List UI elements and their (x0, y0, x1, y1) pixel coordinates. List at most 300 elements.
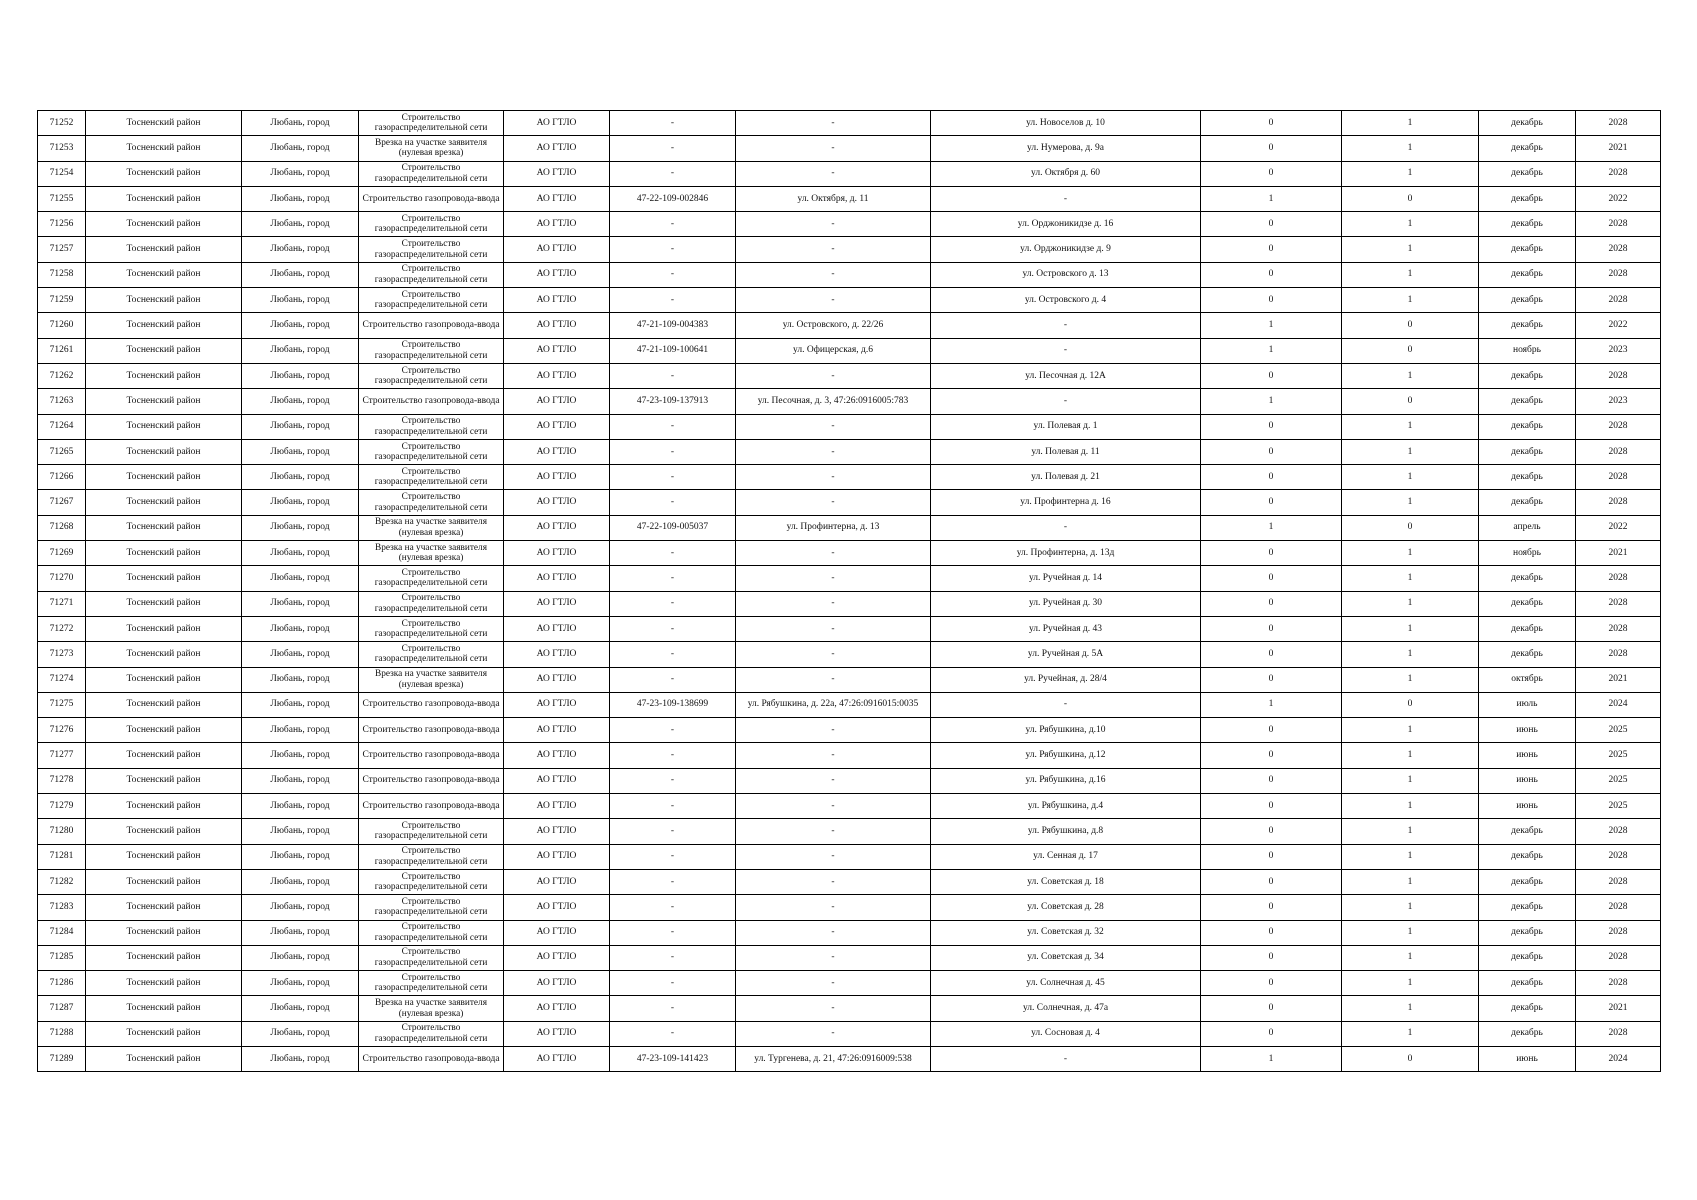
cell-district: Тосненский район (86, 313, 242, 338)
cell-work-type: Строительство газопровода-ввода (359, 692, 504, 717)
cell-object-address: - (931, 313, 1201, 338)
cell-month: июль (1479, 692, 1576, 717)
cell-month: декабрь (1479, 642, 1576, 667)
cell-request-address: - (736, 541, 931, 566)
cell-count-b: 0 (1342, 186, 1479, 211)
table-row (38, 1046, 1661, 1071)
cell-object-address: ул. Ручейная д. 5А (931, 642, 1201, 667)
cell-request-address: - (736, 920, 931, 945)
cell-count-b: 0 (1342, 692, 1479, 717)
cell-object-address: ул. Орджоникидзе д. 9 (931, 237, 1201, 262)
cell-count-a: 1 (1201, 692, 1342, 717)
cell-district: Тосненский район (86, 212, 242, 237)
cell-district: Тосненский район (86, 692, 242, 717)
cell-year: 2028 (1576, 1021, 1661, 1046)
cell-count-b: 1 (1342, 288, 1479, 313)
cell-district: Тосненский район (86, 996, 242, 1021)
cell-count-b: 0 (1342, 313, 1479, 338)
cell-id: 71262 (38, 363, 86, 388)
cell-settlement: Любань, город (242, 414, 359, 439)
cell-settlement: Любань, город (242, 1021, 359, 1046)
table-row (38, 136, 1661, 161)
table-row (38, 288, 1661, 313)
cell-object-address: ул. Ручейная д. 30 (931, 591, 1201, 616)
cell-settlement: Любань, город (242, 869, 359, 894)
cell-year: 2025 (1576, 768, 1661, 793)
cell-month: декабрь (1479, 895, 1576, 920)
cell-id: 71284 (38, 920, 86, 945)
cell-request-number: - (610, 288, 736, 313)
cell-count-b: 0 (1342, 389, 1479, 414)
cell-count-b: 1 (1342, 363, 1479, 388)
cell-request-number: - (610, 996, 736, 1021)
cell-month: декабрь (1479, 616, 1576, 641)
cell-month: апрель (1479, 515, 1576, 540)
cell-settlement: Любань, город (242, 541, 359, 566)
cell-year: 2025 (1576, 718, 1661, 743)
cell-work-type: Строительство газораспределительной сети (359, 465, 504, 490)
cell-id: 71272 (38, 616, 86, 641)
cell-count-a: 0 (1201, 161, 1342, 186)
cell-count-a: 0 (1201, 945, 1342, 970)
table-row (38, 439, 1661, 464)
cell-id: 71270 (38, 566, 86, 591)
cell-request-address: ул. Островского, д. 22/26 (736, 313, 931, 338)
cell-id: 71254 (38, 161, 86, 186)
cell-month: декабрь (1479, 389, 1576, 414)
cell-object-address: ул. Рябушкина, д.12 (931, 743, 1201, 768)
cell-count-b: 0 (1342, 338, 1479, 363)
cell-settlement: Любань, город (242, 819, 359, 844)
cell-year: 2023 (1576, 338, 1661, 363)
cell-year: 2028 (1576, 616, 1661, 641)
cell-work-type: Строительство газопровода-ввода (359, 313, 504, 338)
cell-count-b: 1 (1342, 439, 1479, 464)
cell-year: 2028 (1576, 439, 1661, 464)
cell-request-address: - (736, 743, 931, 768)
cell-request-number: - (610, 844, 736, 869)
table-row (38, 718, 1661, 743)
cell-work-type: Строительство газопровода-ввода (359, 794, 504, 819)
cell-year: 2025 (1576, 743, 1661, 768)
cell-object-address: ул. Рябушкина, д.10 (931, 718, 1201, 743)
cell-request-number: - (610, 465, 736, 490)
cell-organization: АО ГТЛО (504, 262, 610, 287)
cell-count-a: 0 (1201, 262, 1342, 287)
cell-id: 71281 (38, 844, 86, 869)
cell-year: 2028 (1576, 161, 1661, 186)
table-row (38, 895, 1661, 920)
table-row (38, 1021, 1661, 1046)
table-row (38, 237, 1661, 262)
cell-year: 2028 (1576, 819, 1661, 844)
table-row (38, 566, 1661, 591)
cell-district: Тосненский район (86, 389, 242, 414)
cell-district: Тосненский район (86, 591, 242, 616)
cell-request-address: ул. Песочная, д. 3, 47:26:0916005:783 (736, 389, 931, 414)
cell-count-a: 0 (1201, 616, 1342, 641)
cell-id: 71275 (38, 692, 86, 717)
cell-month: декабрь (1479, 819, 1576, 844)
cell-work-type: Строительство газораспределительной сети (359, 439, 504, 464)
cell-year: 2028 (1576, 591, 1661, 616)
cell-organization: АО ГТЛО (504, 591, 610, 616)
table-row (38, 667, 1661, 692)
cell-year: 2028 (1576, 288, 1661, 313)
cell-settlement: Любань, город (242, 945, 359, 970)
cell-count-b: 1 (1342, 566, 1479, 591)
cell-count-b: 1 (1342, 869, 1479, 894)
cell-organization: АО ГТЛО (504, 389, 610, 414)
cell-work-type: Строительство газораспределительной сети (359, 971, 504, 996)
cell-settlement: Любань, город (242, 465, 359, 490)
cell-month: июнь (1479, 794, 1576, 819)
cell-month: декабрь (1479, 237, 1576, 262)
cell-object-address: ул. Островского д. 13 (931, 262, 1201, 287)
cell-district: Тосненский район (86, 945, 242, 970)
cell-count-b: 1 (1342, 111, 1479, 136)
cell-district: Тосненский район (86, 794, 242, 819)
cell-count-a: 0 (1201, 743, 1342, 768)
cell-district: Тосненский район (86, 768, 242, 793)
cell-request-number: - (610, 718, 736, 743)
cell-settlement: Любань, город (242, 996, 359, 1021)
cell-settlement: Любань, город (242, 111, 359, 136)
cell-district: Тосненский район (86, 718, 242, 743)
cell-year: 2028 (1576, 895, 1661, 920)
cell-settlement: Любань, город (242, 338, 359, 363)
cell-month: декабрь (1479, 996, 1576, 1021)
cell-work-type: Строительство газопровода-ввода (359, 768, 504, 793)
cell-request-address: - (736, 718, 931, 743)
cell-district: Тосненский район (86, 541, 242, 566)
cell-month: декабрь (1479, 591, 1576, 616)
cell-request-address: - (736, 414, 931, 439)
cell-object-address: - (931, 389, 1201, 414)
cell-organization: АО ГТЛО (504, 465, 610, 490)
cell-count-b: 1 (1342, 743, 1479, 768)
cell-month: декабрь (1479, 439, 1576, 464)
cell-count-a: 0 (1201, 718, 1342, 743)
cell-count-b: 1 (1342, 920, 1479, 945)
cell-count-b: 1 (1342, 667, 1479, 692)
cell-object-address: ул. Профинтерна д. 16 (931, 490, 1201, 515)
cell-id: 71274 (38, 667, 86, 692)
cell-count-a: 0 (1201, 414, 1342, 439)
cell-id: 71288 (38, 1021, 86, 1046)
cell-request-number: - (610, 768, 736, 793)
cell-count-a: 1 (1201, 338, 1342, 363)
cell-count-b: 1 (1342, 844, 1479, 869)
cell-district: Тосненский район (86, 971, 242, 996)
cell-request-address: - (736, 566, 931, 591)
cell-district: Тосненский район (86, 515, 242, 540)
cell-request-address: - (736, 971, 931, 996)
cell-district: Тосненский район (86, 869, 242, 894)
cell-settlement: Любань, город (242, 515, 359, 540)
cell-settlement: Любань, город (242, 768, 359, 793)
cell-work-type: Строительство газораспределительной сети (359, 566, 504, 591)
cell-request-address: - (736, 869, 931, 894)
cell-id: 71256 (38, 212, 86, 237)
cell-organization: АО ГТЛО (504, 819, 610, 844)
cell-count-a: 0 (1201, 920, 1342, 945)
table-row (38, 819, 1661, 844)
cell-request-address: ул. Тургенева, д. 21, 47:26:0916009:538 (736, 1046, 931, 1071)
cell-month: декабрь (1479, 945, 1576, 970)
cell-month: декабрь (1479, 869, 1576, 894)
cell-work-type: Строительство газораспределительной сети (359, 363, 504, 388)
cell-organization: АО ГТЛО (504, 363, 610, 388)
cell-count-a: 0 (1201, 996, 1342, 1021)
cell-count-a: 0 (1201, 768, 1342, 793)
cell-district: Тосненский район (86, 819, 242, 844)
cell-count-a: 0 (1201, 363, 1342, 388)
cell-year: 2028 (1576, 920, 1661, 945)
table-row (38, 743, 1661, 768)
cell-district: Тосненский район (86, 237, 242, 262)
cell-district: Тосненский район (86, 642, 242, 667)
cell-year: 2021 (1576, 996, 1661, 1021)
cell-organization: АО ГТЛО (504, 338, 610, 363)
cell-organization: АО ГТЛО (504, 895, 610, 920)
table-row (38, 541, 1661, 566)
cell-id: 71269 (38, 541, 86, 566)
cell-settlement: Любань, город (242, 971, 359, 996)
cell-district: Тосненский район (86, 920, 242, 945)
cell-count-b: 1 (1342, 212, 1479, 237)
cell-count-a: 0 (1201, 794, 1342, 819)
cell-work-type: Строительство газораспределительной сети (359, 262, 504, 287)
cell-settlement: Любань, город (242, 1046, 359, 1071)
cell-organization: АО ГТЛО (504, 515, 610, 540)
cell-request-number: - (610, 794, 736, 819)
cell-count-a: 0 (1201, 591, 1342, 616)
cell-organization: АО ГТЛО (504, 136, 610, 161)
cell-month: декабрь (1479, 262, 1576, 287)
cell-object-address: ул. Советская д. 28 (931, 895, 1201, 920)
cell-settlement: Любань, город (242, 262, 359, 287)
cell-month: декабрь (1479, 161, 1576, 186)
cell-object-address: ул. Солнечная, д. 47а (931, 996, 1201, 1021)
cell-request-address: - (736, 591, 931, 616)
cell-organization: АО ГТЛО (504, 794, 610, 819)
cell-request-address: - (736, 616, 931, 641)
cell-object-address: ул. Ручейная д. 14 (931, 566, 1201, 591)
cell-district: Тосненский район (86, 111, 242, 136)
cell-request-address: - (736, 237, 931, 262)
cell-count-a: 0 (1201, 541, 1342, 566)
cell-request-address: - (736, 288, 931, 313)
cell-work-type: Строительство газораспределительной сети (359, 414, 504, 439)
cell-organization: АО ГТЛО (504, 237, 610, 262)
table-row (38, 389, 1661, 414)
cell-year: 2028 (1576, 566, 1661, 591)
cell-settlement: Любань, город (242, 566, 359, 591)
table-row (38, 971, 1661, 996)
table-row (38, 161, 1661, 186)
cell-month: ноябрь (1479, 541, 1576, 566)
cell-work-type: Строительство газораспределительной сети (359, 1021, 504, 1046)
cell-request-number: - (610, 566, 736, 591)
cell-work-type: Врезка на участке заявителя (нулевая врезка) (359, 996, 504, 1021)
cell-settlement: Любань, город (242, 363, 359, 388)
cell-month: декабрь (1479, 490, 1576, 515)
cell-count-a: 0 (1201, 971, 1342, 996)
cell-object-address: ул. Советская д. 32 (931, 920, 1201, 945)
cell-count-b: 1 (1342, 819, 1479, 844)
cell-settlement: Любань, город (242, 844, 359, 869)
cell-object-address: ул. Песочная д. 12А (931, 363, 1201, 388)
cell-month: декабрь (1479, 920, 1576, 945)
cell-id: 71277 (38, 743, 86, 768)
cell-work-type: Строительство газораспределительной сети (359, 161, 504, 186)
cell-organization: АО ГТЛО (504, 616, 610, 641)
cell-organization: АО ГТЛО (504, 971, 610, 996)
cell-count-b: 1 (1342, 945, 1479, 970)
cell-count-a: 0 (1201, 566, 1342, 591)
cell-object-address: ул. Островского д. 4 (931, 288, 1201, 313)
cell-settlement: Любань, город (242, 490, 359, 515)
cell-organization: АО ГТЛО (504, 212, 610, 237)
cell-request-number: - (610, 161, 736, 186)
cell-work-type: Строительство газораспределительной сети (359, 869, 504, 894)
cell-id: 71267 (38, 490, 86, 515)
cell-object-address: ул. Профинтерна, д. 13д (931, 541, 1201, 566)
cell-work-type: Строительство газораспределительной сети (359, 844, 504, 869)
cell-count-a: 1 (1201, 515, 1342, 540)
cell-month: октябрь (1479, 667, 1576, 692)
cell-settlement: Любань, город (242, 794, 359, 819)
cell-count-a: 0 (1201, 895, 1342, 920)
cell-organization: АО ГТЛО (504, 161, 610, 186)
table-row (38, 363, 1661, 388)
cell-settlement: Любань, город (242, 212, 359, 237)
cell-id: 71259 (38, 288, 86, 313)
cell-count-b: 1 (1342, 161, 1479, 186)
cell-request-address: ул. Офицерская, д.6 (736, 338, 931, 363)
cell-month: декабрь (1479, 136, 1576, 161)
cell-settlement: Любань, город (242, 237, 359, 262)
cell-id: 71278 (38, 768, 86, 793)
cell-count-b: 1 (1342, 996, 1479, 1021)
cell-count-b: 1 (1342, 718, 1479, 743)
cell-object-address: - (931, 186, 1201, 211)
cell-settlement: Любань, город (242, 389, 359, 414)
cell-request-number: - (610, 591, 736, 616)
cell-request-number: - (610, 743, 736, 768)
cell-year: 2022 (1576, 313, 1661, 338)
cell-request-address: - (736, 136, 931, 161)
cell-month: июнь (1479, 768, 1576, 793)
cell-request-number: - (610, 136, 736, 161)
cell-request-number: - (610, 920, 736, 945)
cell-count-a: 0 (1201, 869, 1342, 894)
cell-work-type: Строительство газораспределительной сети (359, 237, 504, 262)
cell-month: декабрь (1479, 212, 1576, 237)
cell-id: 71273 (38, 642, 86, 667)
cell-count-b: 1 (1342, 768, 1479, 793)
table-row (38, 616, 1661, 641)
cell-district: Тосненский район (86, 566, 242, 591)
cell-request-number: - (610, 819, 736, 844)
cell-count-a: 1 (1201, 186, 1342, 211)
cell-id: 71253 (38, 136, 86, 161)
cell-year: 2028 (1576, 490, 1661, 515)
cell-request-number: - (610, 439, 736, 464)
cell-month: декабрь (1479, 288, 1576, 313)
cell-request-number: 47-23-109-138699 (610, 692, 736, 717)
cell-year: 2028 (1576, 111, 1661, 136)
cell-district: Тосненский район (86, 1021, 242, 1046)
cell-year: 2022 (1576, 186, 1661, 211)
cell-work-type: Врезка на участке заявителя (нулевая врезка) (359, 515, 504, 540)
cell-request-address: - (736, 111, 931, 136)
cell-id: 71261 (38, 338, 86, 363)
cell-request-address: - (736, 667, 931, 692)
cell-id: 71265 (38, 439, 86, 464)
cell-request-number: - (610, 667, 736, 692)
cell-request-number: - (610, 212, 736, 237)
cell-request-address: ул. Профинтерна, д. 13 (736, 515, 931, 540)
cell-id: 71268 (38, 515, 86, 540)
cell-district: Тосненский район (86, 895, 242, 920)
cell-work-type: Строительство газораспределительной сети (359, 111, 504, 136)
cell-year: 2028 (1576, 237, 1661, 262)
cell-month: июнь (1479, 743, 1576, 768)
cell-organization: АО ГТЛО (504, 844, 610, 869)
cell-year: 2028 (1576, 844, 1661, 869)
cell-work-type: Строительство газопровода-ввода (359, 743, 504, 768)
cell-id: 71283 (38, 895, 86, 920)
cell-request-number: - (610, 945, 736, 970)
cell-district: Тосненский район (86, 338, 242, 363)
cell-id: 71279 (38, 794, 86, 819)
cell-count-a: 0 (1201, 1021, 1342, 1046)
cell-request-address: - (736, 945, 931, 970)
cell-count-b: 1 (1342, 591, 1479, 616)
cell-organization: АО ГТЛО (504, 1021, 610, 1046)
cell-request-number: - (610, 895, 736, 920)
cell-organization: АО ГТЛО (504, 869, 610, 894)
cell-count-a: 0 (1201, 288, 1342, 313)
cell-request-address: - (736, 794, 931, 819)
table-row (38, 945, 1661, 970)
cell-month: декабрь (1479, 414, 1576, 439)
cell-organization: АО ГТЛО (504, 768, 610, 793)
cell-district: Тосненский район (86, 465, 242, 490)
cell-settlement: Любань, город (242, 439, 359, 464)
cell-request-number: 47-22-109-005037 (610, 515, 736, 540)
cell-district: Тосненский район (86, 186, 242, 211)
cell-organization: АО ГТЛО (504, 111, 610, 136)
cell-request-number: 47-23-109-137913 (610, 389, 736, 414)
cell-work-type: Строительство газораспределительной сети (359, 642, 504, 667)
cell-work-type: Строительство газораспределительной сети (359, 591, 504, 616)
cell-settlement: Любань, город (242, 692, 359, 717)
cell-object-address: ул. Ручейная, д. 28/4 (931, 667, 1201, 692)
cell-month: декабрь (1479, 363, 1576, 388)
cell-count-b: 1 (1342, 794, 1479, 819)
cell-organization: АО ГТЛО (504, 439, 610, 464)
cell-year: 2021 (1576, 136, 1661, 161)
cell-month: декабрь (1479, 465, 1576, 490)
cell-request-address: - (736, 439, 931, 464)
cell-settlement: Любань, город (242, 161, 359, 186)
cell-id: 71255 (38, 186, 86, 211)
cell-month: декабрь (1479, 844, 1576, 869)
cell-organization: АО ГТЛО (504, 566, 610, 591)
